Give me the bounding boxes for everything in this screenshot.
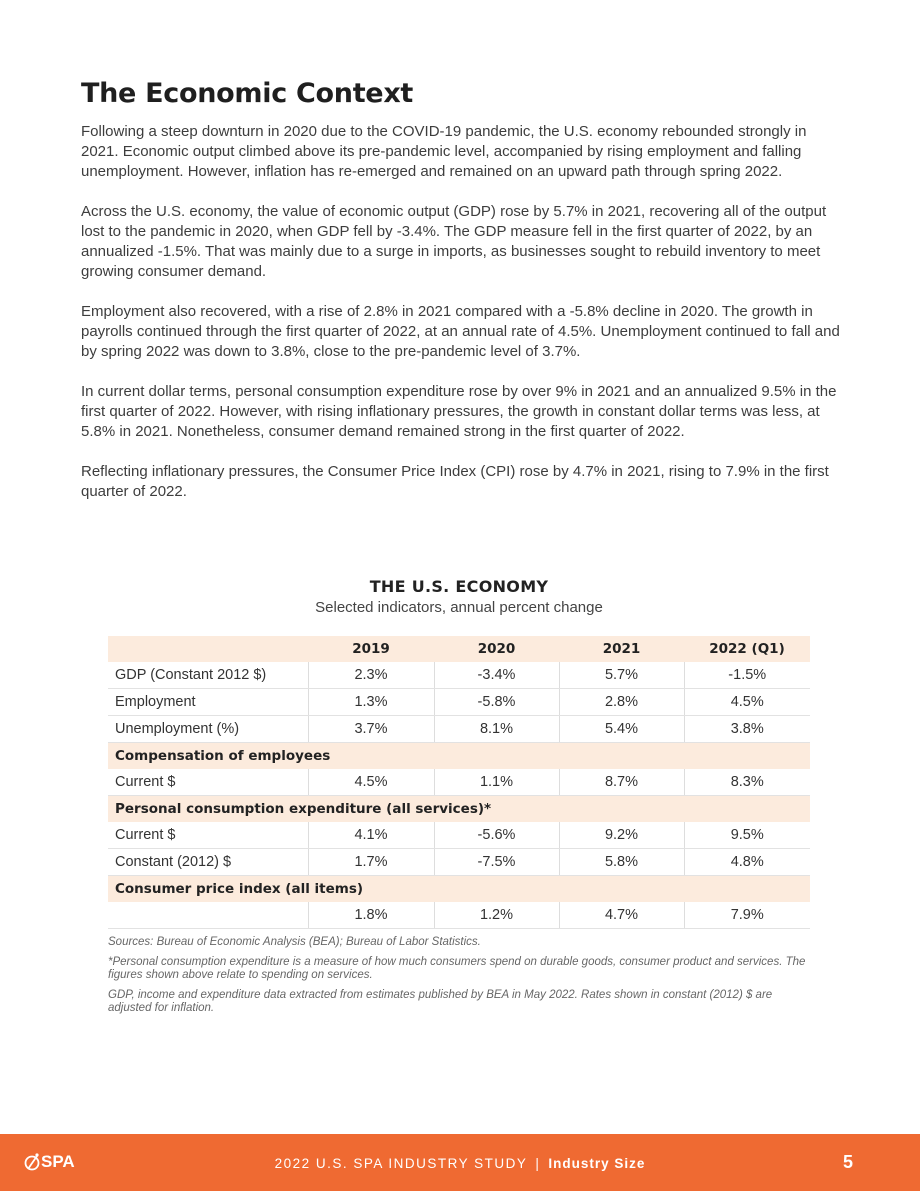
table-section-row <box>108 743 810 770</box>
table-cell: 4.5% <box>684 689 810 716</box>
table-section-row <box>108 876 810 903</box>
page-footer <box>0 1134 920 1191</box>
table-row <box>108 849 810 876</box>
page-number: 5 <box>843 1152 854 1172</box>
table-notes <box>108 936 813 1022</box>
table-cell: 7.9% <box>684 902 810 929</box>
column-header: 2021 <box>559 636 684 662</box>
table-subtitle: Selected indicators, annual percent change <box>315 599 603 616</box>
row-label: Unemployment (%) <box>108 716 308 743</box>
table-cell: 9.2% <box>559 822 684 849</box>
table-row <box>108 769 810 796</box>
sources-note: Sources: Bureau of Economic Analysis (BEA); Bureau of Labor Statistics. <box>108 936 481 948</box>
table-row <box>108 689 810 716</box>
table-cell: 1.1% <box>434 769 559 796</box>
data-note: GDP, income and expenditure data extracted from estimates published by BEA in May 2022. Rates shown in constant (2012) $ are adjusted for inflation. <box>108 989 773 1014</box>
table-cell: 3.7% <box>308 716 434 743</box>
paragraph: Across the U.S. economy, the value of economic output (GDP) rose by 5.7% in 2021, recovering all of the output lost to the pandemic in 2020, when GDP fell by -3.4%. The GDP measure fell in the first quarter of 2022, by an annualized -1.5%. That was mainly due to a surge in imports, as businesses sought to rebuild inventory to meet growing consumer demand. <box>81 203 827 280</box>
economy-table <box>108 636 810 929</box>
column-header: 2020 <box>434 636 559 662</box>
table-cell: 1.2% <box>434 902 559 929</box>
table-cell: 9.5% <box>684 822 810 849</box>
table-cell: 2.3% <box>308 662 434 689</box>
table-cell: -7.5% <box>434 849 559 876</box>
table-cell: -3.4% <box>434 662 559 689</box>
table-cell: -5.6% <box>434 822 559 849</box>
table-cell: 5.8% <box>559 849 684 876</box>
table-section-row <box>108 796 810 823</box>
row-label: Current $ <box>108 769 308 796</box>
row-label: GDP (Constant 2012 $) <box>108 662 308 689</box>
table-row <box>108 716 810 743</box>
column-header: 2022 (Q1) <box>684 636 810 662</box>
paragraph: Following a steep downturn in 2020 due to the COVID-19 pandemic, the U.S. economy rebounded strongly in 2021. Economic output climbed above its pre-pandemic level, accompanied by rising employment and falling unemployment. However, inflation has re-emerged and remained on an upward path through spring 2022. <box>81 123 807 180</box>
section-label: Consumer price index (all items) <box>108 876 810 903</box>
row-label: Current $ <box>108 822 308 849</box>
table-cell: 8.3% <box>684 769 810 796</box>
paragraph: Reflecting inflationary pressures, the Consumer Price Index (CPI) rose by 4.7% in 2021, rising to 7.9% in the first quarter of 2022. <box>81 463 829 500</box>
body-text <box>81 122 843 522</box>
table-cell: 4.7% <box>559 902 684 929</box>
table-cell: 5.7% <box>559 662 684 689</box>
table-cell: 8.1% <box>434 716 559 743</box>
study-title: 2022 U.S. SPA INDUSTRY STUDY <box>274 1156 528 1171</box>
footer-section: Industry Size <box>548 1156 646 1171</box>
table-cell: -1.5% <box>684 662 810 689</box>
row-label <box>108 902 308 929</box>
table-cell: 8.7% <box>559 769 684 796</box>
table-row <box>108 902 810 929</box>
table-cell: 1.7% <box>308 849 434 876</box>
table-row <box>108 822 810 849</box>
section-label: Compensation of employees <box>108 743 810 770</box>
table-cell: 4.8% <box>684 849 810 876</box>
section-label: Personal consumption expenditure (all services)* <box>108 796 810 823</box>
table-cell: 4.5% <box>308 769 434 796</box>
page-title: The Economic Context <box>81 78 414 109</box>
column-header <box>108 636 308 662</box>
footnote: *Personal consumption expenditure is a measure of how much consumers spend on durable goods, consumer product and services. The figures shown above relate to spending on services. <box>108 956 806 981</box>
table-cell: 5.4% <box>559 716 684 743</box>
table-cell: 1.3% <box>308 689 434 716</box>
footer-study-title <box>0 1156 920 1171</box>
column-header: 2019 <box>308 636 434 662</box>
table-cell: 1.8% <box>308 902 434 929</box>
paragraph: In current dollar terms, personal consumption expenditure rose by over 9% in 2021 and an annualized 9.5% in the first quarter of 2022. However, with rising inflationary pressures, the growth in constant dollar terms was less, at 5.8% in 2021. Nonetheless, consumer demand remained strong in the first quarter of 2022. <box>81 383 837 440</box>
table-title: THE U.S. ECONOMY <box>369 577 549 596</box>
row-label: Constant (2012) $ <box>108 849 308 876</box>
table-cell: 2.8% <box>559 689 684 716</box>
table-cell: 4.1% <box>308 822 434 849</box>
row-label: Employment <box>108 689 308 716</box>
table-row <box>108 662 810 689</box>
table-header-row <box>108 636 810 662</box>
table-cell: -5.8% <box>434 689 559 716</box>
table-cell: 3.8% <box>684 716 810 743</box>
footer-separator: | <box>535 1156 541 1171</box>
paragraph: Employment also recovered, with a rise of 2.8% in 2021 compared with a -5.8% decline in 2020. The growth in payrolls continued through the first quarter of 2022, at an annual rate of 4.5%. Unemployment continued to fall and by spring 2022 was down to 3.8%, close to the pre-pandemic level of 3.7%. <box>81 303 840 360</box>
logo-text: SPA <box>41 1152 75 1171</box>
